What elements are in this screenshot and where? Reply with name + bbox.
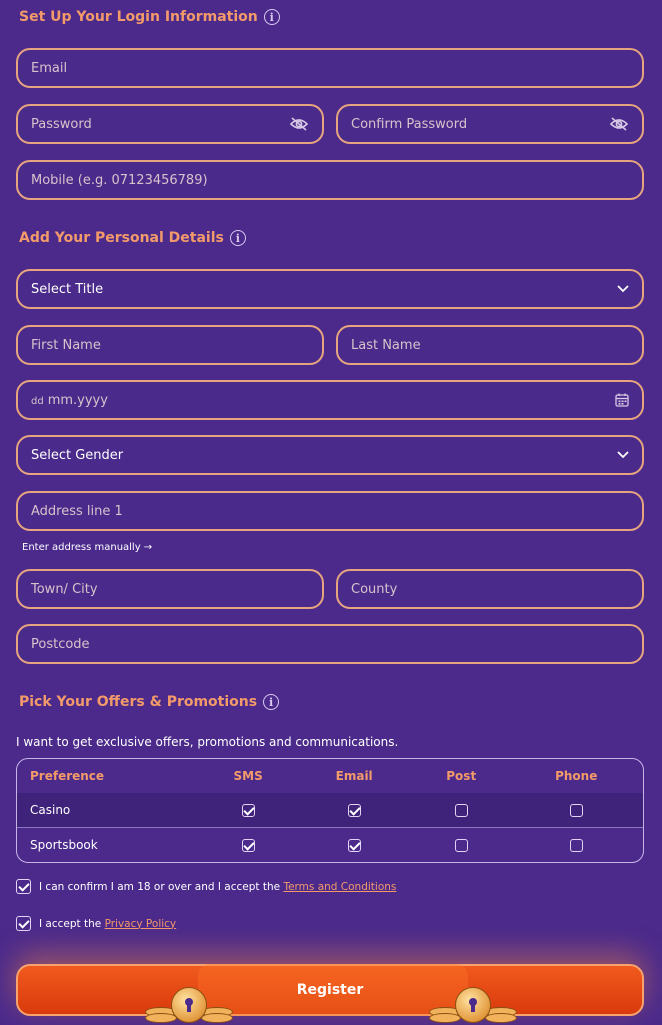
chevron-down-icon [617,451,629,459]
casino-phone-checkbox[interactable] [570,804,583,817]
terms-link[interactable]: Terms and Conditions [283,880,397,893]
eye-off-icon[interactable] [609,116,629,132]
confirm-password-field[interactable]: Confirm Password [336,104,644,144]
column-header: Phone [555,769,598,783]
mobile-field[interactable]: Mobile (e.g. 07123456789) [16,160,644,200]
sportsbook-phone-checkbox[interactable] [570,839,583,852]
coin-stack-icon [143,985,233,1025]
personal-section-title: Add Your Personal Details i [19,230,246,246]
age-consent: I can confirm I am 18 or over and I accept the Terms and Conditions [16,879,396,894]
last-name-field[interactable]: Last Name [336,325,644,365]
column-header: SMS [233,769,263,783]
info-icon[interactable]: i [230,230,246,246]
date-of-birth-field[interactable]: dd mm.yyyy [16,380,644,420]
column-header: Email [335,769,373,783]
password-field[interactable]: Password [16,104,324,144]
calendar-icon[interactable] [615,393,629,407]
casino-post-checkbox[interactable] [455,804,468,817]
eye-off-icon[interactable] [289,116,309,132]
table-row [17,793,643,827]
column-header: Post [446,769,477,783]
address-line-1-field[interactable]: Address line 1 [16,491,644,531]
sportsbook-sms-checkbox[interactable] [242,839,255,852]
casino-email-checkbox[interactable] [348,804,361,817]
info-icon[interactable]: i [264,9,280,25]
town-city-field[interactable]: Town/ City [16,569,324,609]
chevron-down-icon [617,285,629,293]
privacy-policy-link[interactable]: Privacy Policy [104,917,177,930]
login-section-title: Set Up Your Login Information i [19,9,280,25]
info-icon[interactable]: i [263,694,279,710]
privacy-consent: I accept the Privacy Policy [16,916,176,931]
table-row [17,827,643,862]
column-header: Preference [30,769,105,783]
casino-sms-checkbox[interactable] [242,804,255,817]
sportsbook-email-checkbox[interactable] [348,839,361,852]
privacy-consent-checkbox[interactable] [16,916,31,931]
register-button[interactable]: Register [16,964,644,1016]
row-label: Sportsbook [17,827,201,862]
coin-stack-icon [427,985,517,1025]
preferences-table [16,758,644,863]
gender-select[interactable]: Select Gender [16,435,644,475]
sportsbook-post-checkbox[interactable] [455,839,468,852]
offers-section-title: Pick Your Offers & Promotions i [19,694,279,710]
county-field[interactable]: County [336,569,644,609]
row-label: Casino [17,793,201,827]
enter-address-manually-link[interactable]: Enter address manually → [22,542,153,553]
email-field[interactable]: Email [16,48,644,88]
first-name-field[interactable]: First Name [16,325,324,365]
keyhole-icon [185,998,193,1012]
postcode-field[interactable]: Postcode [16,624,644,664]
age-consent-checkbox[interactable] [16,879,31,894]
offers-intro-text: I want to get exclusive offers, promotions and communications. [16,735,399,749]
title-select[interactable]: Select Title [16,269,644,309]
keyhole-icon [469,998,477,1012]
